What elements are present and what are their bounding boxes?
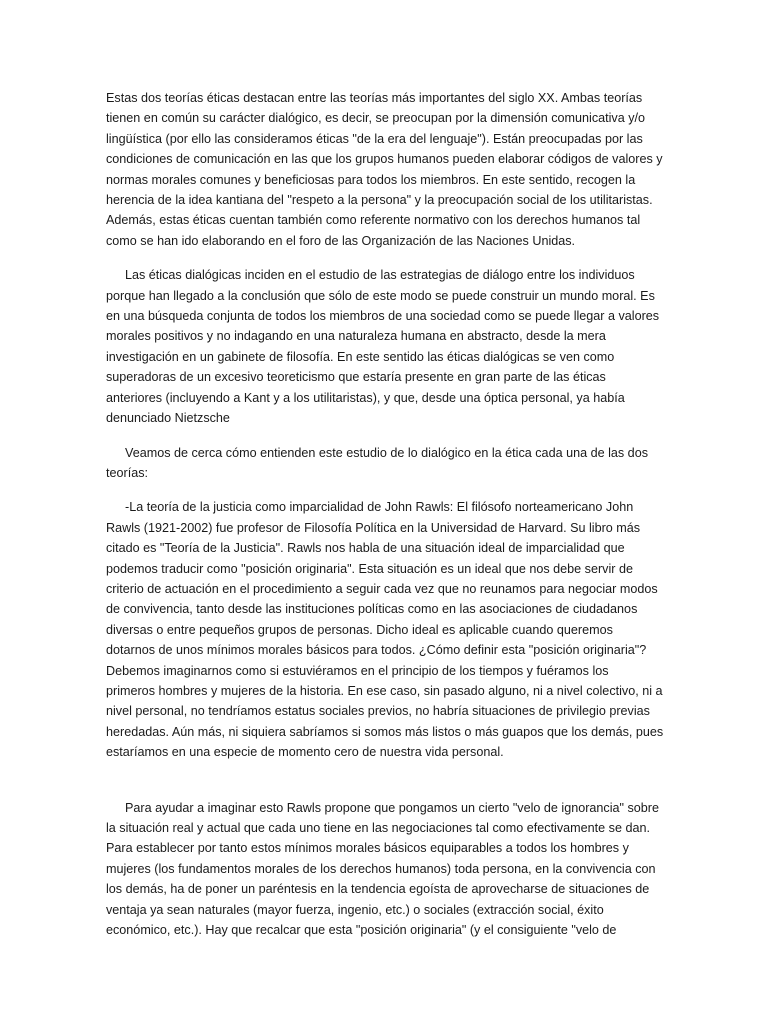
text-line: Veamos de cerca cómo entienden este estudio de lo dialógico en la ética cada una de las dos bbox=[125, 445, 648, 460]
text-line: condiciones de comunicación en las que los grupos humanos pueden elaborar códigos de valores y bbox=[106, 152, 663, 167]
text-line: heredadas. Aún más, ni siquiera sabríamos si somos más listos o más guapos que los demás, pues bbox=[106, 724, 664, 739]
text-line: primeros hombres y mujeres de la historia. En ese caso, sin pasado alguno, ni a nivel colectivo, ni a bbox=[106, 683, 663, 698]
text-line: dotarnos de unos mínimos morales básicos para todos. ¿Cómo definir esta "posición originaria"? bbox=[106, 643, 647, 658]
text-line: Para ayudar a imaginar esto Rawls propone que pongamos un cierto "velo de ignorancia" sobre bbox=[125, 800, 659, 815]
text-line: teorías: bbox=[106, 465, 148, 480]
text-line: podemos traducir como "posición originaria". Esta situación es un ideal que nos debe servir de bbox=[106, 561, 633, 576]
text-line: ventaja ya sean naturales (mayor fuerza, ingenio, etc.) o sociales (extracción social, éxito bbox=[106, 902, 604, 917]
paragraph-velo-ignorancia bbox=[106, 798, 666, 941]
text-line: en una búsqueda conjunta de todos los miembros de una sociedad como se puede llegar a valores bbox=[106, 309, 660, 324]
document-page bbox=[106, 88, 666, 940]
text-line: lingüística (por ello las consideramos éticas "de la era del lenguaje"). Están preocupadas por las bbox=[106, 131, 643, 146]
text-line: Debemos imaginarnos como si estuviéramos en el principio de los tiempos y fuéramos los bbox=[106, 663, 609, 678]
text-line: de convivencia, tanto desde las instituciones políticas como en las asociaciones de ciudadanos bbox=[106, 602, 638, 617]
text-line: Además, estas éticas cuentan también como referente normativo con los derechos humanos tal bbox=[106, 213, 641, 228]
text-line: mujeres (los fundamentos morales de los derechos humanos) toda persona, en la convivencia con bbox=[106, 861, 656, 876]
text-line: -La teoría de la justicia como imparcialidad de John Rawls: El filósofo norteamericano John bbox=[125, 500, 634, 515]
text-line: Para establecer por tanto estos mínimos morales básicos equiparables a todos los hombres y bbox=[106, 841, 629, 856]
text-line: morales positivos y no indagando en una naturaleza humana en abstracto, desde la mera bbox=[106, 329, 606, 344]
text-line: Rawls (1921-2002) fue profesor de Filosofía Política en la Universidad de Harvard. Su libro más bbox=[106, 520, 641, 535]
text-line: normas morales comunes y beneficiosas para todos los miembros. En este sentido, recogen la bbox=[106, 172, 636, 187]
text-line: como se han ido elaborando en el foro de las Organización de las Naciones Unidas. bbox=[106, 233, 576, 248]
text-line: Estas dos teorías éticas destacan entre las teorías más importantes del siglo XX. Ambas teorías bbox=[106, 91, 643, 105]
paragraph-rawls bbox=[106, 497, 666, 762]
text-line: investigación en un gabinete de filosofía. En este sentido las éticas dialógicas se ven como bbox=[106, 349, 615, 364]
text-line: superadoras de un excesivo teoreticismo que estaría presente en gran parte de las éticas bbox=[106, 370, 606, 385]
paragraph-veamos bbox=[106, 443, 666, 484]
text-line: citado es "Teoría de la Justicia". Rawls nos habla de una situación ideal de imparcialidad que bbox=[106, 541, 625, 556]
text-line: la situación real y actual que cada uno tiene en las negociaciones tal como efectivamente se dan. bbox=[106, 821, 650, 835]
text-line: tienen en común su carácter dialógico, es decir, se preocupan por la dimensión comunicativa y/o bbox=[106, 111, 646, 126]
text-line: porque han llegado a la conclusión que sólo de este modo se puede construir un mundo moral. Es bbox=[106, 288, 655, 303]
text-line: diversas o entre pequeños grupos de personas. Dicho ideal es aplicable cuando queremos bbox=[106, 622, 613, 637]
text-line: criterio de actuación en el procedimiento a seguir cada vez que no reunamos para negociar modos bbox=[106, 581, 658, 596]
text-line: los demás, ha de poner un paréntesis en la tendencia egoísta de aprovecharse de situaciones de bbox=[106, 882, 650, 897]
text-line: herencia de la idea kantiana del "respeto a la persona" y la preocupación social de los utilitaristas. bbox=[106, 193, 653, 208]
text-line: estaríamos en una especie de momento cero de nuestra vida personal. bbox=[106, 745, 504, 760]
text-line: denunciado Nietzsche bbox=[106, 411, 230, 426]
text-line: Las éticas dialógicas inciden en el estudio de las estrategias de diálogo entre los individuos bbox=[125, 268, 635, 283]
text-line: económico, etc.). Hay que recalcar que esta "posición originaria" (y el consiguiente "velo de bbox=[106, 923, 617, 938]
text-line: nivel personal, no tendríamos estatus sociales previos, no habría situaciones de privilegio previas bbox=[106, 704, 650, 719]
paragraph-eticas-dialogicas bbox=[106, 265, 666, 428]
paragraph-intro bbox=[106, 88, 666, 251]
text-line: anteriores (incluyendo a Kant y a los utilitaristas), y que, desde una óptica personal, ya había bbox=[106, 390, 625, 405]
